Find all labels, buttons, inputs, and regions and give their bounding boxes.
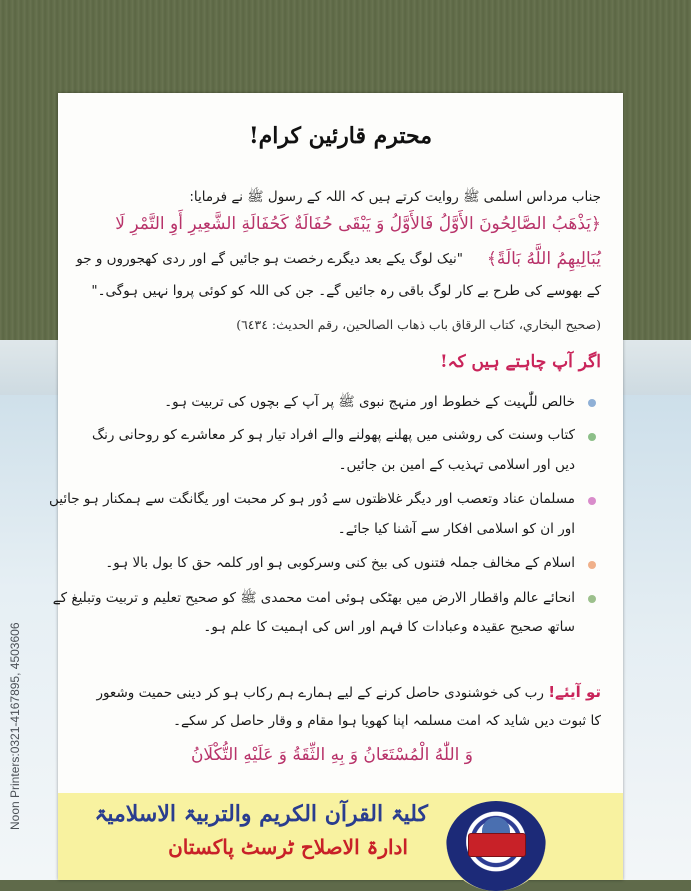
hadith-intro: جناب مرداس اسلمی ﷺ روایت کرتے ہیں کہ اللہ کے رسول ﷺ نے فرمایا: (189, 189, 601, 205)
list-item-line: خالص للّٰہیت کے خطوط اور منہج نبوی ﷺ پر آپ کے بچوں کی تربیت ہو۔ (164, 394, 575, 410)
section-heading: اگر آپ چاہتے ہیں کہ! (440, 352, 601, 372)
list-bullet (588, 561, 596, 569)
list-bullet (588, 497, 596, 505)
list-item-line: اور ان کو اسلامی افکار سے آشنا کیا جائے۔ (337, 521, 575, 537)
list-item-line: کتاب وسنت کی روشنی میں پھلنے پھولنے والے افراد تیار ہو کر معاشرے کو روحانی رنگ (91, 427, 575, 443)
list-bullet (588, 433, 596, 441)
list-bullet (588, 595, 596, 603)
list-item-line: ساتھ صحیح عقیدہ وعبادات کا فہم اور اس کی اہمیت کا علم ہو۔ (203, 619, 575, 635)
footer-title: کلیۃ القرآن الکریم والتربیۃ الاسلامیۃ (94, 801, 428, 827)
hadith-arabic-line-2: يُبَالِيهِمُ اللَّهُ بَالَةً﴾ (486, 249, 601, 269)
hadith-reference: (صحيح البخاري، كتاب الرقاق باب ذهاب الصالحين، رقم الحديث: ٦٤٣٤) (236, 317, 601, 332)
hadith-translation-line-2: کے بھوسے کی طرح بے کار لوگ باقی رہ جائیں گے۔ جن کی اللہ کو کوئی پروا نہیں ہوگی۔" (91, 283, 601, 299)
document-card (49, 93, 623, 880)
hadith-translation-line-1: "نیک لوگ یکے بعد دیگرے رخصت ہو جائیں گے اور ردی کھجوروں و جو (76, 251, 463, 267)
cta-line-2: کا ثبوت دیں شاید کہ امت مسلمہ اپنا کھویا ہوا مقام و وقار حاصل کر سکے۔ (173, 713, 601, 729)
background-right-panel (616, 395, 691, 880)
page-title: محترم قارئین کرام! (248, 123, 433, 149)
cta-text-1: رب کی خوشنودی حاصل کرنے کے لیے ہمارے ہم رکاب ہو کر دینی حمیت وشعور (96, 685, 544, 701)
printer-credit: Noon Printers:0321-4167895, 4503606 (8, 622, 22, 830)
footer-subtitle: ادارۃ الاصلاح ٹرسٹ پاکستان (168, 835, 408, 859)
footer-banner (58, 793, 623, 880)
list-item-line: دیں اور اسلامی تہذیب کے امین بن جائیں۔ (338, 457, 575, 473)
hadith-arabic-line-1: ﴿يَذْهَبُ الصَّالِحُونَ الأَوَّلُ فَالأَوَّلُ وَ يَبْقَى حُفَالَةٌ كَحُفَالَةِ الشَّعِيرِ أَوِ التَّمْرِ لَا (115, 214, 601, 234)
organization-logo (446, 801, 546, 891)
logo-band (468, 833, 526, 857)
closing-dua: وَ اللّٰهُ الْمُسْتَعَانُ وَ بِهِ الثِّقَةُ وَ عَلَيْهِ التُّكْلَانُ (190, 745, 473, 765)
list-item-line: مسلمان عناد وتعصب اور دیگر غلاظتوں سے دُور ہو کر محبت اور یگانگت سے ہمکنار ہو جائیں (49, 491, 575, 507)
list-item-line: اسلام کے مخالف جملہ فتنوں کی بیخ کنی وسرکوبی ہو اور کلمہ حق کا بول بالا ہو۔ (105, 555, 575, 571)
list-bullet (588, 399, 596, 407)
cta-label: تو آیئے! (548, 683, 601, 701)
cta-line-1 (96, 683, 601, 701)
list-item-line: انحائے عالم واقطار الارض میں بھٹکی ہوئی امت محمدی ﷺ کو صحیح تعلیم و تربیت وتبلیغ کے (52, 590, 575, 606)
